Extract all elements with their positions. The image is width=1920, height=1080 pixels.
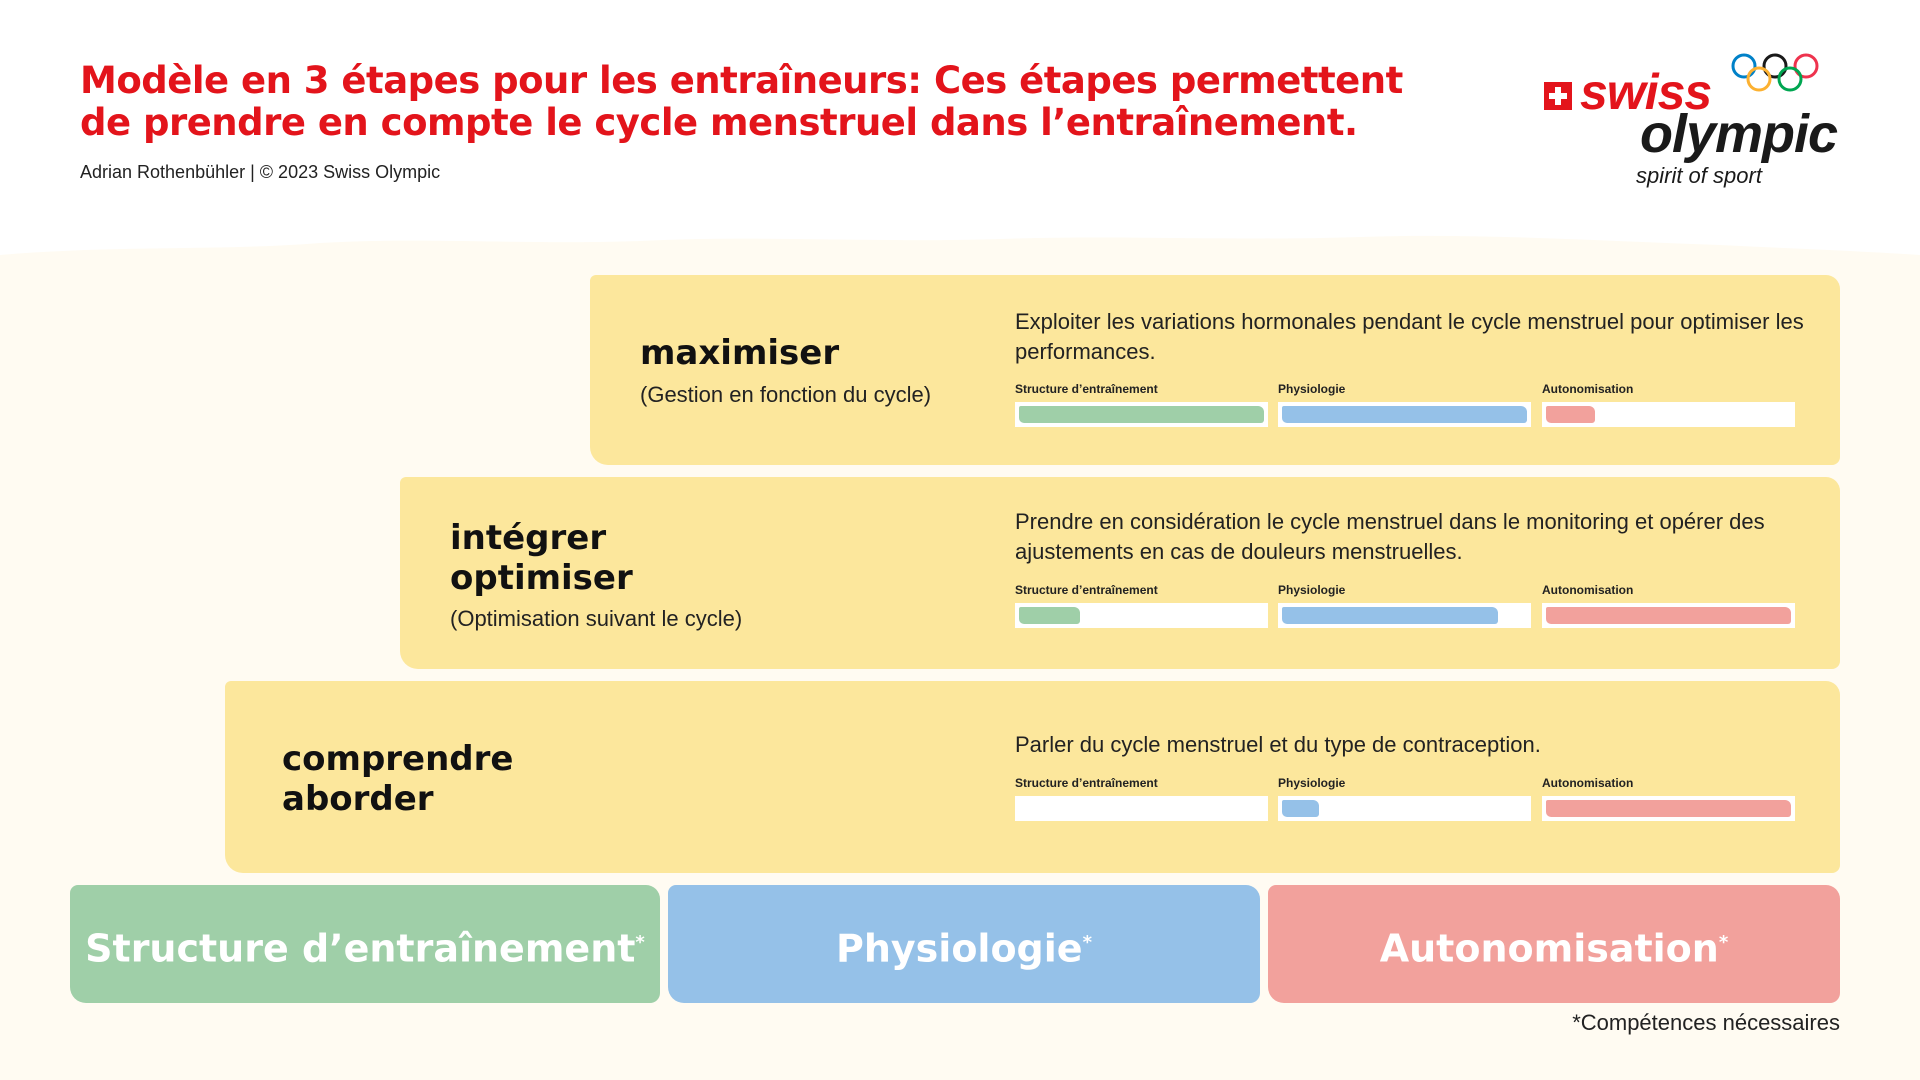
step-integrer-title [450,518,633,598]
pillar-structure [70,885,660,1003]
step-comprendre-title-line1: comprendre [282,739,514,779]
step-maximiser-title [640,333,839,373]
pillar-autonomisation [1268,885,1840,1003]
logo-word-olympic: olympic [1640,104,1838,164]
structure-bar-fill [1019,406,1264,423]
physio-bar-track [1278,603,1531,628]
auto-bar-fill [1546,406,1595,423]
logo-word-swiss: swiss [1580,64,1712,120]
structure-bar-label: Structure d’entraînement [1015,583,1158,597]
step-maximiser-subtitle: (Gestion en fonction du cycle) [640,382,932,407]
auto-bar-track [1542,402,1795,427]
structure-bar-fill [1019,607,1080,624]
step-integrer-bars [1015,583,1795,631]
physio-bar-label: Physiologie [1278,382,1346,396]
step-comprendre-description: Parler du cycle menstruel et du type de contraception. [1015,732,1541,757]
auto-bar-track [1542,796,1795,821]
physio-bar-label: Physiologie [1278,776,1346,790]
auto-bar-label: Autonomisation [1542,382,1634,396]
step-maximiser-bars [1015,382,1795,430]
auto-bar [1542,382,1795,430]
step-maximiser-title-line: maximiser [640,333,840,373]
swiss-cross-icon [1544,82,1572,110]
pillar-autonomisation-label: Autonomisation* [1379,926,1729,971]
swiss-olympic-logo [1540,48,1870,198]
olympic-rings-icon [1730,52,1820,96]
auto-bar-fill [1546,607,1791,624]
structure-bar [1015,583,1268,631]
auto-bar-track [1542,603,1795,628]
author-credit: Adrian Rothenbühler | © 2023 Swiss Olympic [80,162,441,182]
structure-bar-label: Structure d’entraînement [1015,382,1158,396]
auto-bar [1542,776,1795,824]
structure-bar-label: Structure d’entraînement [1015,776,1158,790]
physio-bar [1278,776,1531,824]
structure-bar [1015,382,1268,430]
structure-bar-track [1015,796,1268,821]
step-integrer-subtitle: (Optimisation suivant le cycle) [450,606,743,631]
pillar-physiologie-label: Physiologie* [836,926,1092,971]
auto-bar-fill [1546,800,1791,817]
physio-bar-fill [1282,800,1319,817]
step-maximiser-description: Exploiter les variations hormonales pendant le cycle menstruel pour optimiser les performances. [1015,309,1804,364]
pillar-structure-label: Structure d’entraînement* [85,926,645,971]
logo-tagline: spirit of sport [1636,163,1762,188]
step-integrer-title-line2: optimiser [450,558,633,598]
auto-bar-label: Autonomisation [1542,776,1634,790]
step-comprendre-bars [1015,776,1795,824]
step-integrer-description: Prendre en considération le cycle menstruel dans le monitoring et opérer des ajustements en cas de douleurs menstruelles. [1015,509,1765,564]
physio-bar-label: Physiologie [1278,583,1346,597]
step-integrer-title-line1: intégrer [450,518,607,558]
physio-bar-track [1278,402,1531,427]
physio-bar-fill [1282,607,1498,624]
physio-bar [1278,382,1531,430]
physio-bar-track [1278,796,1531,821]
physio-bar-fill [1282,406,1527,423]
step-comprendre-title [282,739,513,819]
pillar-physiologie [668,885,1260,1003]
footnote: *Compétences nécessaires [1572,1010,1840,1035]
physio-bar [1278,583,1531,631]
structure-bar [1015,776,1268,824]
structure-bar-track [1015,402,1268,427]
page-title: Modèle en 3 étapes pour les entraîneurs: Ces étapes permettent de prendre en compte le cycle menstruel dans l’entraînement. [80,59,1403,144]
header-wave-divider [0,215,1920,275]
step-comprendre-title-line2: aborder [282,779,434,819]
auto-bar-label: Autonomisation [1542,583,1634,597]
structure-bar-track [1015,603,1268,628]
auto-bar [1542,583,1795,631]
